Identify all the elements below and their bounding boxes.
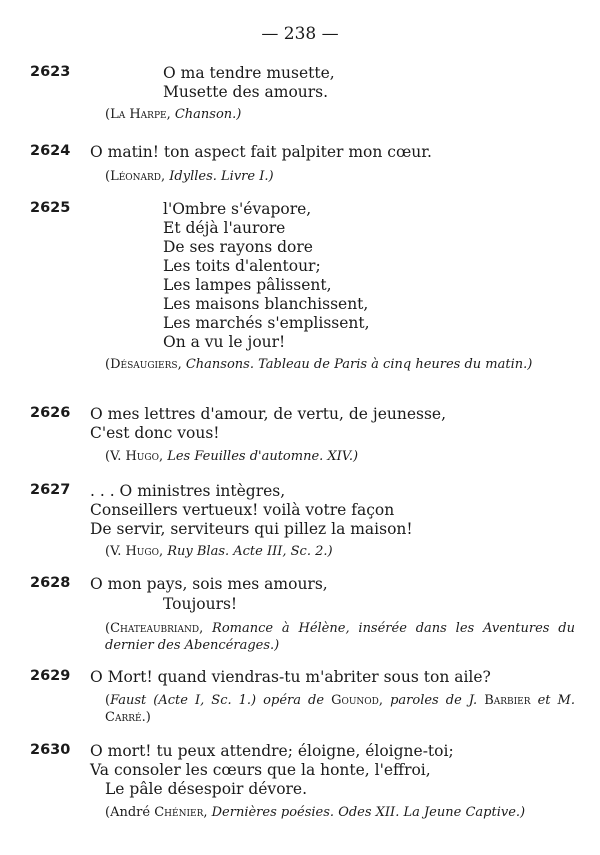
entry-number: 2623	[30, 64, 71, 80]
citation-open: (	[105, 693, 111, 708]
citation	[105, 448, 575, 465]
citation-author-first: (André	[105, 805, 151, 820]
citation-work: Chanson.)	[174, 107, 242, 122]
citation-text: opéra de	[263, 693, 325, 708]
verse-line: On a vu le jour!	[163, 333, 286, 351]
verse-line: Les maisons blanchissent,	[163, 295, 369, 313]
citation-work: Romance à Hélène, insérée dans les Aventures du dernier des Abencérages.)	[105, 621, 575, 653]
verse-line: Conseillers vertueux! voilà votre façon	[90, 501, 395, 519]
citation-work: Chansons. Tableau de Paris à cinq heures du matin.)	[185, 357, 533, 372]
verse-line: Musette des amours.	[163, 83, 329, 101]
citation	[105, 804, 575, 821]
citation-work: Idylles. Livre I.)	[169, 169, 274, 184]
citation-text: et M.	[537, 693, 575, 708]
citation	[105, 620, 575, 654]
verse-line: Et déjà l'aurore	[163, 219, 286, 237]
citation-work: Faust	[110, 693, 147, 708]
citation	[105, 356, 575, 373]
citation-author: (V. Hugo,	[105, 544, 164, 559]
citation	[105, 168, 575, 185]
verse-line: . . . O ministres intègres,	[90, 482, 286, 500]
citation	[105, 692, 575, 726]
entry-number: 2628	[30, 575, 71, 591]
citation-librettist: Barbier	[484, 693, 531, 708]
citation-part: (Acte I, Sc. 1.)	[153, 693, 257, 708]
verse-line: Les lampes pâlissent,	[163, 276, 332, 294]
citation-author: (Chateaubriand,	[105, 621, 204, 636]
citation	[105, 106, 575, 123]
entry-number: 2626	[30, 405, 71, 421]
citation-close: )	[145, 710, 151, 725]
verse-line: C'est donc vous!	[90, 424, 220, 442]
entry-number: 2627	[30, 482, 71, 498]
citation-work: Les Feuilles d'automne. XIV.)	[167, 449, 359, 464]
verse-line: O mon pays, sois mes amours,	[90, 575, 328, 593]
entry-number: 2625	[30, 200, 71, 216]
citation-author: (V. Hugo,	[105, 449, 164, 464]
entry-number: 2629	[30, 668, 71, 684]
citation-composer: Gounod,	[331, 693, 384, 708]
verse-line: O mort! tu peux attendre; éloigne, éloigne-toi;	[90, 742, 454, 760]
citation-author: (Désaugiers,	[105, 357, 182, 372]
citation-author: (La Harpe,	[105, 107, 171, 122]
verse-line: Le pâle désespoir dévore.	[105, 780, 308, 798]
citation-librettist: Carré.	[105, 710, 146, 725]
verse-line: O ma tendre musette,	[163, 64, 335, 82]
entry-number: 2630	[30, 742, 71, 758]
entry-number: 2624	[30, 143, 71, 159]
verse-line: O matin! ton aspect fait palpiter mon cœur.	[90, 143, 432, 161]
citation-text: paroles de J.	[390, 693, 478, 708]
citation-author: (Léonard,	[105, 169, 166, 184]
verse-line: De ses rayons dore	[163, 238, 313, 256]
citation	[105, 543, 575, 560]
verse-line: O mes lettres d'amour, de vertu, de jeunesse,	[90, 405, 447, 423]
verse-line: Toujours!	[163, 595, 238, 613]
verse-line: Les marchés s'emplissent,	[163, 314, 370, 332]
verse-line: l'Ombre s'évapore,	[163, 200, 312, 218]
citation-work: Dernières poésies. Odes XII. La Jeune Captive.)	[211, 805, 526, 820]
page-number: — 238 —	[261, 24, 339, 44]
verse-line: Les toits d'alentour;	[163, 257, 321, 275]
verse-line: De servir, serviteurs qui pillez la maison!	[90, 520, 413, 538]
citation-author: Chénier,	[154, 805, 208, 820]
verse-line: O Mort! quand viendras-tu m'abriter sous ton aile?	[90, 668, 491, 686]
verse-line: Va consoler les cœurs que la honte, l'effroi,	[90, 761, 431, 779]
citation-work: Ruy Blas. Acte III, Sc. 2.)	[167, 544, 333, 559]
